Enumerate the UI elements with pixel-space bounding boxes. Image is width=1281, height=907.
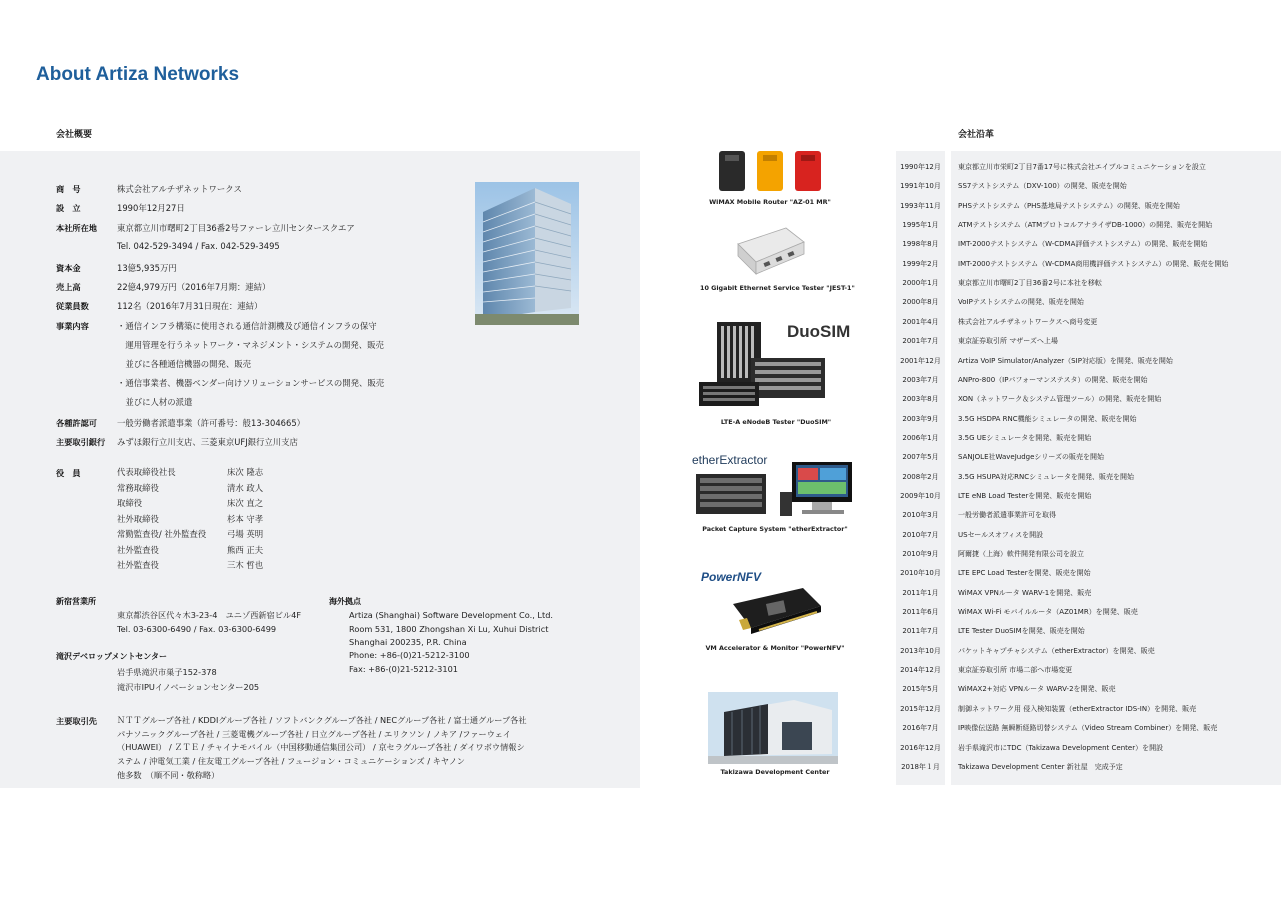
history-event: ATMテストシステム（ATMプロトコルアナライザDB-1000）の開発、販売を開始 — [958, 221, 1213, 230]
history-year: 2001年7月 — [902, 337, 939, 346]
officer-role: 社外取締役 — [117, 513, 159, 524]
officer-name: 清水 政人 — [227, 482, 264, 493]
history-event: 岩手県滝沢市にTDC（Takizawa Development Center）を開設 — [958, 743, 1164, 752]
profile-value: 1990年12月27日 — [117, 203, 185, 213]
history-event: 3.5G UEシミュレータを開発、販売を開始 — [958, 433, 1092, 442]
history-event: 阿爾捷（上海）軟件開発有限公司を設立 — [958, 550, 1084, 558]
profile-value: ・通信インフラ構築に使用される通信計測機及び通信インフラの保守 — [117, 321, 377, 331]
history-year: 2016年12月 — [900, 743, 941, 752]
history-event: 東京都立川市曙町2丁目36番2号に本社を移転 — [958, 279, 1102, 288]
history-year: 2000年8月 — [902, 298, 939, 307]
profile-label: 主要取引銀行 — [56, 437, 106, 447]
history-event: 株式会社アルチザネットワークスへ商号変更 — [958, 317, 1098, 326]
history-event: WiMAX2+対応 VPNルータ WARV-2を開発、販売 — [958, 685, 1116, 694]
powernfv-card-photo — [729, 584, 825, 636]
profile-value: 株式会社アルチザネットワークス — [117, 184, 242, 194]
history-year: 2011年1月 — [902, 588, 939, 597]
wimax-router-caption: WiMAX Mobile Router "AZ-01 MR" — [709, 198, 831, 206]
profile-value: 東京都立川市曙町2丁目36番2号ファーレ立川センタースクエア — [117, 223, 355, 233]
history-event: PHSテストシステム（PHS基地局テストシステム）の開発、販売を開始 — [958, 201, 1180, 210]
officer-name: 床次 隆志 — [227, 467, 264, 477]
ether-extractor-logo: etherExtractor — [692, 453, 768, 467]
history-event: 東京証券取引所 市場二部へ市場変更 — [958, 666, 1073, 675]
history-year: 2010年7月 — [902, 530, 939, 539]
takizawa-center-caption: Takizawa Development Center — [720, 768, 830, 776]
jest-tester-caption: 10 Gigabit Ethernet Service Tester "JEST-1" — [700, 284, 855, 292]
profile-value: 運用管理を行うネットワーク・マネジメント・システムの開発、販売 — [117, 340, 384, 350]
clients-line: パナソニックグループ各社 / 三菱電機グループ各社 / 日立グループ各社 / エリクソン / ノキア /ファーウェイ — [117, 729, 511, 739]
history-year: 2003年9月 — [902, 414, 939, 423]
history-event: 3.5G HSDPA RNC機能シミュレータの開発、販売を開始 — [958, 414, 1137, 423]
profile-value: Tel. 042-529-3494 / Fax. 042-529-3495 — [117, 241, 280, 251]
history-event: 制御ネットワーク用 侵入検知装置（etherExtractor IDS-IN）を開発、販売 — [958, 704, 1197, 713]
overseas-office-phone: Phone: +86-(0)21-5212-3100 — [349, 650, 470, 660]
profile-label: 商 号 — [56, 184, 81, 194]
profile-label: 資本金 — [56, 263, 81, 273]
history-event: 東京都立川市栄町2丁目7番17号に株式会社エイブルコミュニケーションを設立 — [958, 163, 1206, 171]
takizawa-center-address: 岩手県滝沢市巣子152-378 — [117, 667, 217, 677]
clients-line: 他多数 （順不同・敬称略） — [117, 770, 220, 780]
profile-value: 13億5,935万円 — [117, 263, 177, 273]
history-year: 2015年12月 — [900, 704, 941, 713]
page-title: About Artiza Networks — [36, 64, 240, 85]
profile-value: ・通信事業者、機器ベンダー向けソリューションサービスの開発、販売 — [117, 378, 385, 388]
duosim-caption: LTE-A eNodeB Tester "DuoSIM" — [720, 418, 832, 426]
history-year: 1995年1月 — [902, 221, 939, 230]
history-event: Artiza VoIP Simulator/Analyzer（SIP対応版）を開発、販売を開始 — [958, 356, 1173, 365]
officer-role: 常勤監査役/ 社外監査役 — [117, 529, 207, 539]
history-event: ANPro-800（IPパフォーマンステスタ）の開発、販売を開始 — [958, 375, 1148, 384]
overseas-office-fax: Fax: +86-(0)21-5212-3101 — [349, 664, 459, 674]
history-event: USセールスオフィスを開設 — [958, 530, 1044, 539]
history-event: Takizawa Development Center 新社屋 完成予定 — [958, 762, 1123, 771]
profile-label: 設 立 — [56, 203, 81, 213]
history-year: 2016年7月 — [902, 724, 939, 733]
profile-label: 事業内容 — [56, 321, 89, 331]
wimax-router-photo — [715, 147, 825, 193]
history-year: 2014年12月 — [900, 666, 941, 675]
history-year: 2015年5月 — [902, 685, 939, 694]
officer-name: 杉本 守孝 — [227, 513, 264, 524]
officer-name: 三木 哲也 — [227, 560, 264, 570]
history-event: LTE eNB Load Testerを開発、販売を開始 — [958, 491, 1092, 500]
overseas-office-line: Room 531, 1800 Zhongshan Xi Lu, Xuhui District — [349, 624, 549, 634]
history-year: 1990年12月 — [900, 163, 941, 171]
overseas-office-title: 海外拠点 — [329, 597, 361, 606]
company-history-heading: 会社沿革 — [958, 130, 995, 140]
history-year: 1998年8月 — [902, 240, 939, 249]
clients-label: 主要取引先 — [56, 716, 97, 726]
history-year: 2007年5月 — [902, 453, 939, 462]
history-year: 1993年11月 — [900, 201, 941, 210]
profile-value: 一般労働者派遣事業（許可番号：般13-304665） — [117, 418, 306, 428]
history-year: 2010年10月 — [900, 569, 941, 578]
history-year: 2000年1月 — [902, 279, 939, 288]
profile-label: 従業員数 — [56, 301, 89, 311]
ether-extractor-photo — [694, 462, 856, 520]
history-year: 2003年7月 — [902, 375, 939, 384]
officer-role: 社外監査役 — [117, 544, 159, 555]
clients-line: ステム / 沖電気工業 / 住友電工グループ各社 / フュージョン・コミュニケーションズ / キヤノン — [117, 756, 465, 766]
headquarters-building-photo — [475, 182, 579, 325]
profile-value: 並びに人材の派遣 — [117, 397, 193, 407]
overseas-office-line: Shanghai 200235, P.R. China — [349, 637, 467, 647]
history-year: 1999年2月 — [902, 259, 939, 268]
powernfv-caption: VM Accelerator & Monitor "PowerNFV" — [705, 644, 845, 652]
profile-value: 並びに各種通信機器の開発、販売 — [117, 359, 251, 369]
history-year: 2011年6月 — [902, 608, 939, 617]
history-year: 2010年9月 — [902, 550, 939, 558]
profile-label: 本社所在地 — [56, 223, 97, 233]
company-profile-heading: 会社概要 — [56, 130, 93, 140]
history-event: VoIPテストシステムの開発、販売を開始 — [958, 298, 1084, 307]
history-event: IMT-2000テストシステム（W-CDMA商用機評価テストシステム）の開発、販売を開始 — [958, 259, 1229, 268]
history-year: 2010年3月 — [902, 511, 939, 520]
takizawa-center-building: 滝沢市IPUイノベーションセンター205 — [117, 682, 260, 692]
officer-name: 弓場 英明 — [227, 529, 264, 539]
history-event: XON（ネットワーク＆システム管理ツール）の開発、販売を開始 — [958, 395, 1162, 404]
profile-label: 売上高 — [56, 282, 81, 292]
history-year: 2013年10月 — [900, 646, 941, 655]
shinjuku-office-phone: Tel. 03-6300-6490 / Fax. 03-6300-6499 — [117, 624, 277, 634]
officer-name: 床次 直之 — [227, 498, 264, 508]
powernfv-logo: PowerNFV — [701, 570, 762, 584]
clients-line: （HUAWEI） / ＺＴＥ / チャイナモバイル（中国移動通信集団公司） / 京セラグループ各社 / ダイワボウ情報シ — [117, 742, 525, 752]
officer-role: 取締役 — [117, 498, 143, 508]
overseas-office-line: Artiza (Shanghai) Software Development Co., Ltd. — [349, 610, 554, 620]
officer-role: 社外監査役 — [117, 560, 159, 570]
clients-line: ＮＴＴグループ各社 / KDDIグループ各社 / ソフトバンクグループ各社 / NECグループ各社 / 富士通グループ各社 — [117, 715, 527, 725]
history-event: IMT-2000テストシステム（W-CDMA評価テストシステム）の開発、販売を開始 — [958, 240, 1208, 249]
shinjuku-office-title: 新宿営業所 — [56, 597, 96, 606]
history-year: 2011年7月 — [902, 627, 939, 636]
history-event: 3.5G HSUPA対応RNCシミュレータを開発、販売を開始 — [958, 472, 1135, 481]
shinjuku-office-address: 東京都渋谷区代々木3-23-4 ユニゾ西新宿ビル4F — [117, 610, 302, 620]
history-year: 2001年12月 — [900, 356, 941, 365]
officer-role: 常務取締役 — [117, 482, 159, 493]
history-event: SANJOLE社WaveJudgeシリーズの販売を開始 — [958, 453, 1105, 462]
takizawa-center-title: 滝沢デベロップメントセンター — [56, 652, 167, 661]
history-event: 一般労働者派遣事業許可を取得 — [958, 511, 1056, 520]
history-year: 2003年8月 — [902, 395, 939, 404]
officers-label: 役 員 — [56, 468, 81, 478]
profile-label: 各種許認可 — [56, 418, 97, 428]
history-year: 2008年2月 — [902, 472, 939, 481]
profile-value: 22億4,979万円（2016年7月期：連結） — [117, 282, 271, 292]
history-event: 東京証券取引所 マザーズへ上場 — [958, 337, 1058, 346]
history-event: LTE EPC Load Testerを開発、販売を開始 — [958, 569, 1091, 578]
takizawa-center-photo — [708, 692, 838, 764]
history-year: 2006年1月 — [902, 433, 939, 442]
history-year: 2009年10月 — [900, 491, 941, 500]
history-event: WiMAX Wi-Fi モバイルルータ（AZ01MR）を開発、販売 — [958, 608, 1138, 617]
ether-extractor-caption: Packet Capture System "etherExtractor" — [702, 525, 848, 533]
history-event: パケットキャプチャシステム（etherExtractor）を開発、販売 — [958, 646, 1155, 655]
history-event: SS7テストシステム（DXV-100）の開発、販売を開始 — [958, 182, 1127, 191]
history-year: 1991年10月 — [900, 182, 941, 191]
profile-value: 112名（2016年7月31日現在：連結） — [117, 301, 263, 311]
officer-name: 熊西 正夫 — [227, 544, 264, 555]
duosim-logo: DuoSIM — [787, 322, 851, 341]
history-event: LTE Tester DuoSIMを開発、販売を開始 — [958, 627, 1085, 636]
jest-tester-photo — [732, 222, 808, 280]
history-event: IP映像伝送路 無瞬断経路切替システム（Video Stream Combiner）を開発、販売 — [958, 724, 1218, 733]
history-event: WiMAX VPNルータ WARV-1を開発、販売 — [958, 588, 1092, 597]
officer-role: 代表取締役社長 — [117, 467, 176, 477]
profile-value: みずほ銀行立川支店、三菱東京UFJ銀行立川支店 — [117, 437, 298, 447]
history-year: 2018年１月 — [901, 762, 940, 771]
history-year: 2001年4月 — [902, 317, 939, 326]
